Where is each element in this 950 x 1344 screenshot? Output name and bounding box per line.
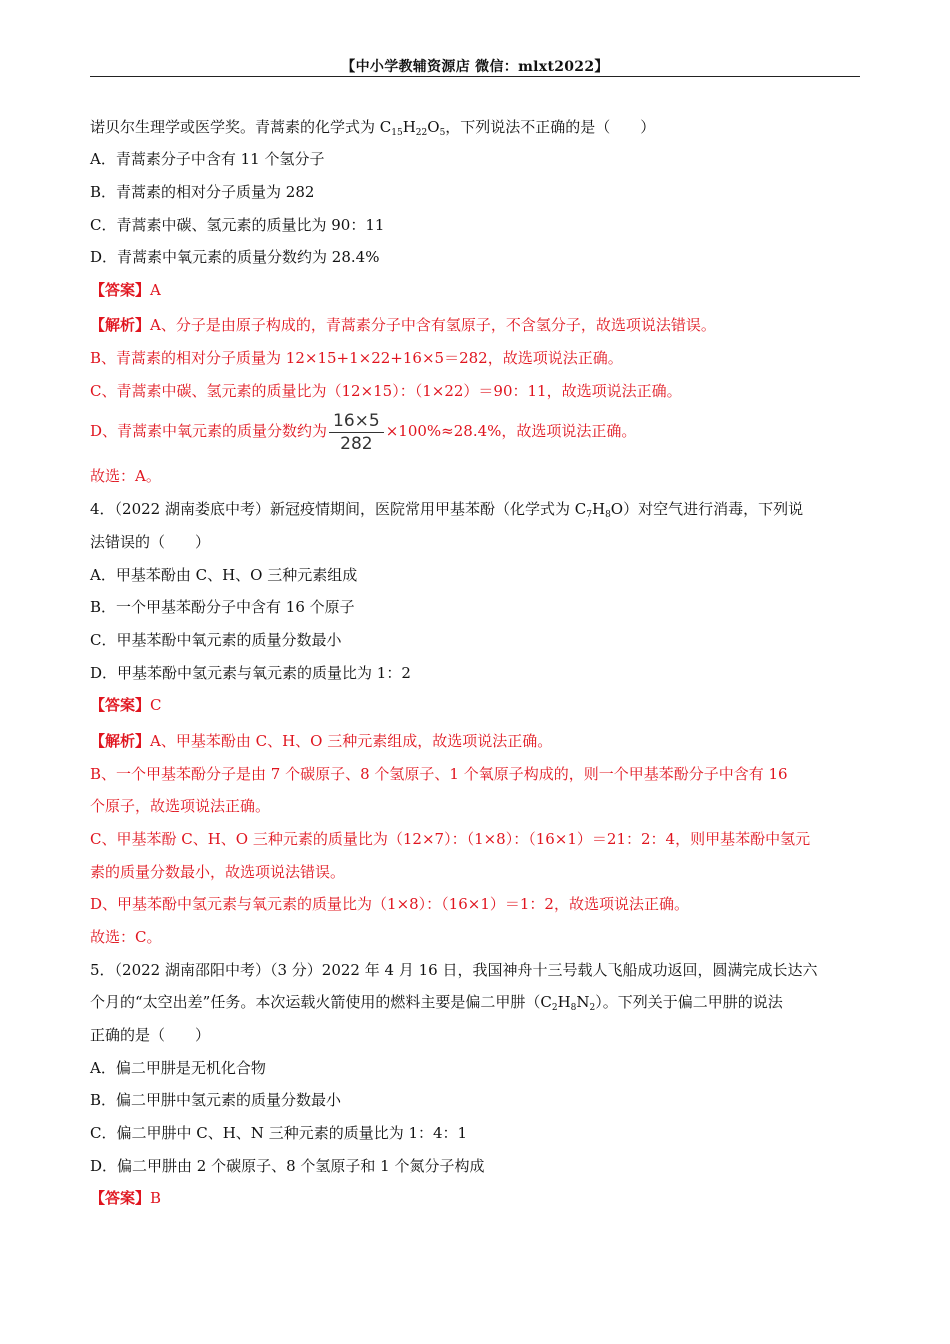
page-header: 【中小学教辅资源店 微信：mlxt2022】 (341, 59, 609, 75)
q3-answer: 【答案】A (90, 281, 161, 299)
q5-stem-line3: 正确的是（ ） (90, 1026, 211, 1044)
q4-stem-line1: 4．（2022 湖南娄底中考）新冠疫情期间，医院常用甲基苯酚（化学式为 $C_7H_8O$）对空气进行消毒，下列说 (90, 500, 804, 520)
q4-analysis-a: 【解析】A、甲基苯酚由 C、H、O 三种元素组成，故选项说法正确。 (90, 732, 553, 750)
fraction: $\frac{16\times 5}{282}$ (329, 411, 384, 454)
q3-analysis-c: C、青蒿素中碳、氢元素的质量比为（12×15）：（1×22）＝90：11，故选项说法正确。 (90, 382, 682, 400)
q4-option-a: A．甲基苯酚由 C、H、O 三种元素组成 (90, 566, 358, 584)
q4-analysis-c2: 素的质量分数最小，故选项说法错误。 (90, 863, 346, 881)
q3-option-b: B．青蒿素的相对分子质量为 282 (90, 183, 315, 201)
q5-stem-line2: 个月的“太空出差”任务。本次运载火箭使用的燃料主要是偏二甲肼$(C_2H_8N_2)$。下列关于偏二甲肼的说法 (90, 993, 783, 1013)
q3-option-d: D．青蒿素中氧元素的质量分数约为 28.4% (90, 248, 380, 266)
q4-analysis-b2: 个原子，故选项说法正确。 (90, 797, 271, 815)
q3-option-c: C．青蒿素中碳、氢元素的质量比为 90：11 (90, 216, 385, 234)
q4-option-b: B．一个甲基苯酚分子中含有 16 个原子 (90, 598, 355, 616)
q5-stem-line1: 5．（2022 湖南邵阳中考）（3 分）2022 年 4 月 16 日，我国神舟十三号载人飞船成功返回，圆满完成长达六 (90, 961, 818, 979)
q4-option-d: D．甲基苯酚中氢元素与氧元素的质量比为 1：2 (90, 664, 411, 682)
q4-answer: 【答案】C (90, 696, 162, 714)
q4-analysis-b1: B、一个甲基苯酚分子是由 7 个碳原子、8 个氢原子、1 个氧原子构成的，则一个甲基苯酚分子中含有 16 (90, 765, 788, 783)
q3-analysis-a: 【解析】A、分子是由原子构成的，青蒿素分子中含有氢原子，不含氢分子，故选项说法错误。 (90, 316, 716, 334)
header-rule (90, 76, 860, 77)
q4-analysis-d: D、甲基苯酚中氢元素与氧元素的质量比为（1×8）：（16×1）＝1：2，故选项说法正确。 (90, 895, 689, 913)
q5-option-d: D．偏二甲肼由 2 个碳原子、8 个氢原子和 1 个氮分子构成 (90, 1157, 485, 1175)
q5-option-b: B．偏二甲肼中氢元素的质量分数最小 (90, 1091, 342, 1109)
q3-option-a: A．青蒿素分子中含有 11 个氢分子 (90, 150, 325, 168)
q5-option-c: C．偏二甲肼中 C、H、N 三种元素的质量比为 1：4：1 (90, 1124, 468, 1142)
q4-option-c: C．甲基苯酚中氧元素的质量分数最小 (90, 631, 342, 649)
q5-answer: 【答案】B (90, 1189, 162, 1207)
q3-analysis-d: D、青蒿素中氧元素的质量分数约为 $\frac{16\times 5}{282}$ ×100%≈28.4%，故选项说法正确。 (90, 410, 637, 454)
q3-stem: 诺贝尔生理学或医学奖。青蒿素的化学式为 $C_{15}H_{22}O_5$，下列说法不正确的是（ ） (90, 118, 656, 138)
q4-stem-line2: 法错误的（ ） (90, 533, 211, 551)
q5-option-a: A．偏二甲肼是无机化合物 (90, 1059, 266, 1077)
q3-analysis-b: B、青蒿素的相对分子质量为 12×15+1×22+16×5＝282，故选项说法正确。 (90, 349, 623, 367)
q4-analysis-c1: C、甲基苯酚 C、H、O 三种元素的质量比为（12×7）：（1×8）：（16×1）＝21：2：4，则甲基苯酚中氢元 (90, 830, 811, 848)
q3-conclusion: 故选：A。 (90, 467, 161, 485)
q4-conclusion: 故选：C。 (90, 928, 162, 946)
